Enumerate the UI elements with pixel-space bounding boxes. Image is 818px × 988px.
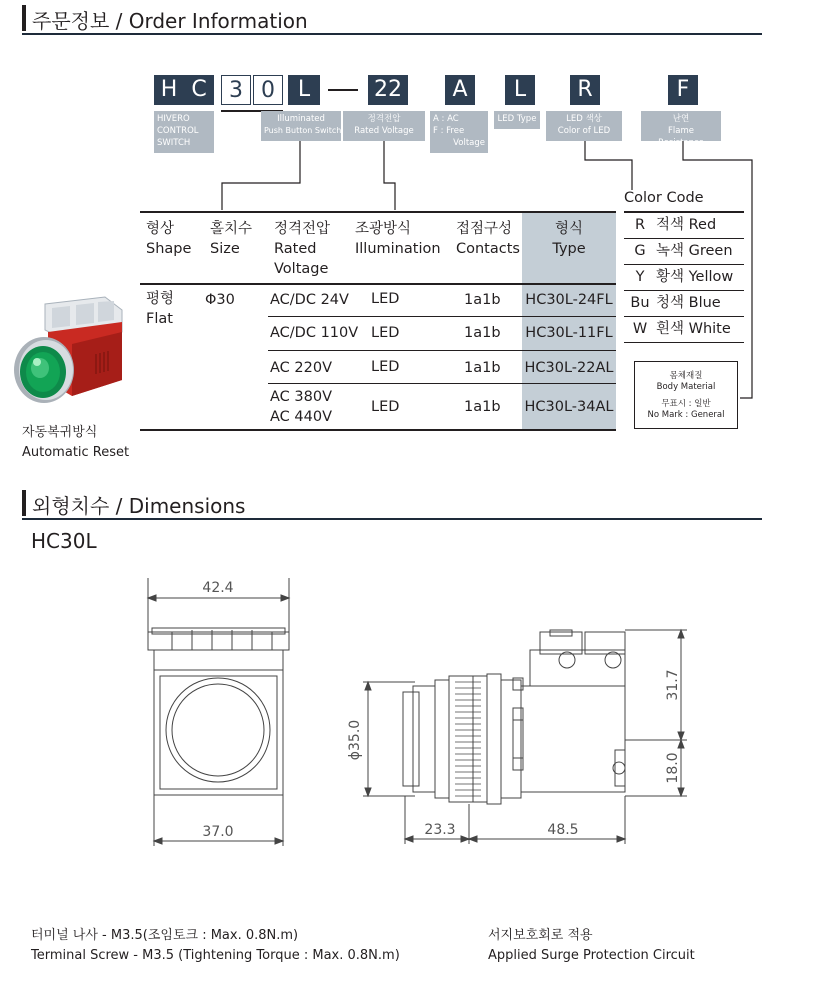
cell-shape: 평형 Flat (146, 291, 175, 327)
cell-type: HC30L-22AL (524, 360, 614, 376)
code-box-3: 3 (221, 75, 251, 105)
header-type: 형식 Type (552, 221, 586, 257)
header-size: 홀치수 Size (210, 221, 253, 257)
dim-depth-body: 48.5 (547, 822, 579, 838)
label-illuminated: Illuminated Push Button Switch (261, 111, 341, 141)
color-code-label: 녹색 Green (656, 243, 733, 259)
color-code-key: Y (635, 269, 645, 285)
code-box-h: H (154, 75, 184, 105)
dim-top-width: 42.4 (202, 580, 234, 596)
dim-height-bottom: 18.0 (665, 752, 681, 784)
code-box-f: F (668, 75, 698, 105)
section-rule (22, 518, 762, 520)
cell-illumination: LED (371, 359, 400, 375)
cell-size: Φ30 (205, 292, 235, 308)
color-code-key: G (634, 243, 646, 259)
dim-bottom-width: 37.0 (202, 824, 234, 840)
cell-type: HC30L-34AL (524, 399, 614, 415)
cell-contacts: 1a1b (464, 399, 501, 415)
table-row-rule (268, 350, 616, 351)
table-top-rule (140, 211, 616, 213)
footer-surge-protection: 서지보호회로 적용 Applied Surge Protection Circuit (488, 928, 695, 963)
cell-type: HC30L-24FL (525, 292, 613, 308)
code-box-a: A (445, 75, 475, 105)
dim-diameter: ϕ35.0 (347, 719, 363, 761)
code-box-c: C (184, 75, 214, 105)
header-illumination: 조광방식 Illumination (355, 221, 441, 257)
color-code-label: 황색 Yellow (656, 269, 734, 285)
cell-contacts: 1a1b (464, 292, 501, 308)
table-row-rule (268, 316, 616, 317)
label-ac-free: A : AC F : Free Voltage (430, 111, 488, 153)
color-code-label: 흰색 White (656, 321, 731, 337)
code-box-r: R (570, 75, 600, 105)
header-shape: 형상 Shape (146, 221, 192, 257)
dim-height-top: 31.7 (665, 669, 681, 701)
section-bar (22, 490, 26, 516)
cell-voltage: AC/DC 24V (270, 292, 349, 308)
color-code-key: W (632, 321, 648, 337)
header-contacts: 접점구성 Contacts (456, 221, 520, 257)
cell-voltage: AC 220V (270, 360, 332, 376)
color-code-key: R (634, 217, 646, 233)
model-name: HC30L (31, 529, 97, 553)
color-code-label: 청색 Blue (656, 295, 721, 311)
color-code-row (624, 316, 744, 343)
cell-illumination: LED (371, 399, 400, 415)
cell-contacts: 1a1b (464, 325, 501, 341)
code-box-0: 0 (253, 75, 283, 105)
body-material-box: 몸체재질 Body Material 무표시 : 일반 No Mark : General (634, 361, 738, 429)
cell-type: HC30L-11FL (525, 325, 613, 341)
footer-terminal-screw: 터미널 나사 - M3.5(조임토크 : Max. 0.8N.m) Terminal Screw - M3.5 (Tightening Torque : Max. 0.8N.m) (31, 928, 400, 963)
cell-illumination: LED (371, 325, 400, 341)
product-caption: 자동복귀방식 Automatic Reset (22, 425, 130, 460)
code-box-led: L (505, 75, 535, 105)
code-box-22: 22 (368, 75, 408, 105)
dim-depth-front: 23.3 (424, 822, 456, 838)
cell-contacts: 1a1b (464, 360, 501, 376)
color-code-label: 적색 Red (656, 217, 717, 233)
label-led-color: LED 색상 Color of LED (546, 111, 622, 141)
dimension-section-title: 외형치수 / Dimensions (32, 494, 246, 518)
label-rated-voltage: 정격전압 Rated Voltage (343, 111, 425, 141)
color-code-title: Color Code (624, 190, 704, 206)
color-code-row (624, 290, 744, 317)
code-box-l: L (288, 75, 320, 105)
cell-voltage: AC/DC 110V (270, 325, 359, 341)
color-code-row (624, 238, 744, 265)
side-view-drawing (335, 600, 705, 860)
label-led-type: LED Type (494, 111, 540, 129)
color-code-row (624, 264, 744, 291)
table-bottom-rule (140, 429, 616, 431)
order-section-title: 주문정보 / Order Information (32, 9, 308, 33)
table-row-rule (268, 383, 616, 384)
label-flame: 난연 Flame Resistance (641, 111, 721, 141)
cell-illumination: LED (371, 291, 400, 307)
color-code-key: Bu (630, 295, 650, 311)
cell-voltage: AC 380V AC 440V (270, 389, 332, 425)
color-code-row (624, 212, 744, 239)
label-hivero: HIVERO CONTROL SWITCH (154, 111, 214, 153)
header-voltage: 정격전압 Rated Voltage (274, 221, 331, 277)
front-view-drawing (140, 570, 300, 860)
table-header-rule (140, 283, 616, 285)
product-image (10, 292, 130, 412)
